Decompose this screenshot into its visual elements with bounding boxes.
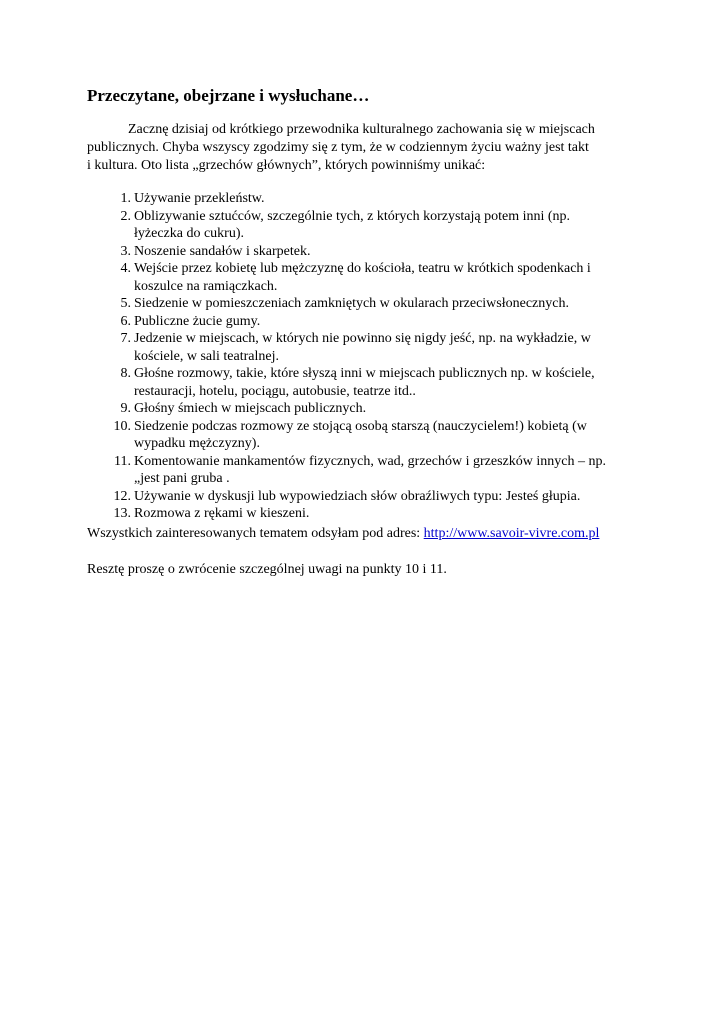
intro-line: publicznych. Chyba wszyscy zgodzimy się z tym, że w codziennym życiu ważny jest takt — [87, 140, 589, 155]
list-item — [105, 313, 650, 331]
reference-text: Wszystkich zainteresowanych tematem odsyłam pod adres: — [87, 526, 424, 541]
list-item-text: „jest pani gruba . — [134, 471, 230, 486]
reference-paragraph — [87, 525, 599, 543]
list-item-text: łyżeczka do cukru). — [134, 226, 244, 241]
list-item-number: 1. — [120, 191, 131, 206]
list-item-text: Oblizywanie sztućców, szczególnie tych, z których korzystają potem inni (np. — [134, 208, 571, 224]
list-item-number: 10. — [113, 418, 131, 434]
list-item-number: 7. — [120, 331, 131, 346]
list-item-text: Głośne rozmowy, takie, które słyszą inni w miejscach publicznych np. w kościele, — [134, 366, 595, 381]
website-link[interactable]: http://www.savoir-vivre.com.pl — [423, 526, 600, 541]
list-item — [105, 208, 650, 243]
list-item-text: wypadku mężczyzny). — [134, 436, 260, 451]
list-item-text: koszulce na ramiączkach. — [134, 278, 278, 294]
list-item-number: 9. — [120, 401, 131, 416]
list-item — [105, 505, 650, 523]
list-item — [105, 453, 650, 488]
list-item-number: 2. — [120, 208, 131, 224]
list-item-number: 11. — [114, 453, 131, 469]
document-title: Przeczytane, obejrzane i wysłuchane… — [87, 86, 370, 105]
list-item — [105, 190, 650, 208]
list-item-number: 3. — [120, 243, 131, 259]
list-item-number: 4. — [120, 261, 131, 276]
list-item-text: Siedzenie w pomieszczeniach zamkniętych w okularach przeciwsłonecznych. — [134, 296, 569, 311]
list-item-text: kościele, w sali teatralnej. — [134, 348, 279, 364]
list-item — [105, 488, 650, 506]
list-item — [105, 418, 650, 453]
list-item-text: Głośny śmiech w miejscach publicznych. — [134, 401, 367, 416]
list-item — [105, 365, 650, 400]
list-item — [105, 260, 650, 295]
list-item-number: 8. — [120, 366, 131, 381]
intro-line: i kultura. Oto lista „grzechów głównych”, których powinniśmy unikać: — [87, 158, 486, 173]
list-item-number: 5. — [120, 296, 131, 311]
intro-line: Zacznę dzisiaj od krótkiego przewodnika kulturalnego zachowania się w miejscach — [128, 122, 595, 137]
list-item-text: restauracji, hotelu, pociągu, autobusie, teatrze itd.. — [134, 383, 416, 399]
list-item-text: Siedzenie podczas rozmowy ze stojącą osobą starszą (nauczycielem!) kobietą (w — [134, 418, 587, 434]
list-item-number: 13. — [113, 506, 131, 521]
list-item-text: Noszenie sandałów i skarpetek. — [134, 243, 311, 259]
list-item — [105, 295, 650, 313]
list-item-text: Wejście przez kobietę lub mężczyznę do kościoła, teatru w krótkich spodenkach i — [134, 261, 591, 276]
list-item-text: Publiczne żucie gumy. — [134, 313, 261, 329]
list-item-text: Rozmowa z rękami w kieszeni. — [134, 506, 310, 521]
list-item-number: 12. — [113, 488, 131, 504]
list-item-number: 6. — [120, 313, 131, 329]
list-item-text: Używanie przekleństw. — [134, 191, 265, 206]
list-item — [105, 330, 650, 365]
list-item-text: Używanie w dyskusji lub wypowiedziach słów obraźliwych typu: Jesteś głupia. — [134, 488, 581, 504]
sins-list — [105, 190, 650, 523]
list-item-text: Jedzenie w miejscach, w których nie powinno się nigdy jeść, np. na wykładzie, w — [134, 331, 591, 346]
list-item — [105, 400, 650, 418]
list-item-text: Komentowanie mankamentów fizycznych, wad, grzechów i grzeszków innych – np. — [134, 453, 606, 469]
closing-paragraph: Resztę proszę o zwrócenie szczególnej uwagi na punkty 10 i 11. — [87, 562, 447, 577]
list-item — [105, 243, 650, 261]
intro-paragraph — [87, 121, 647, 175]
